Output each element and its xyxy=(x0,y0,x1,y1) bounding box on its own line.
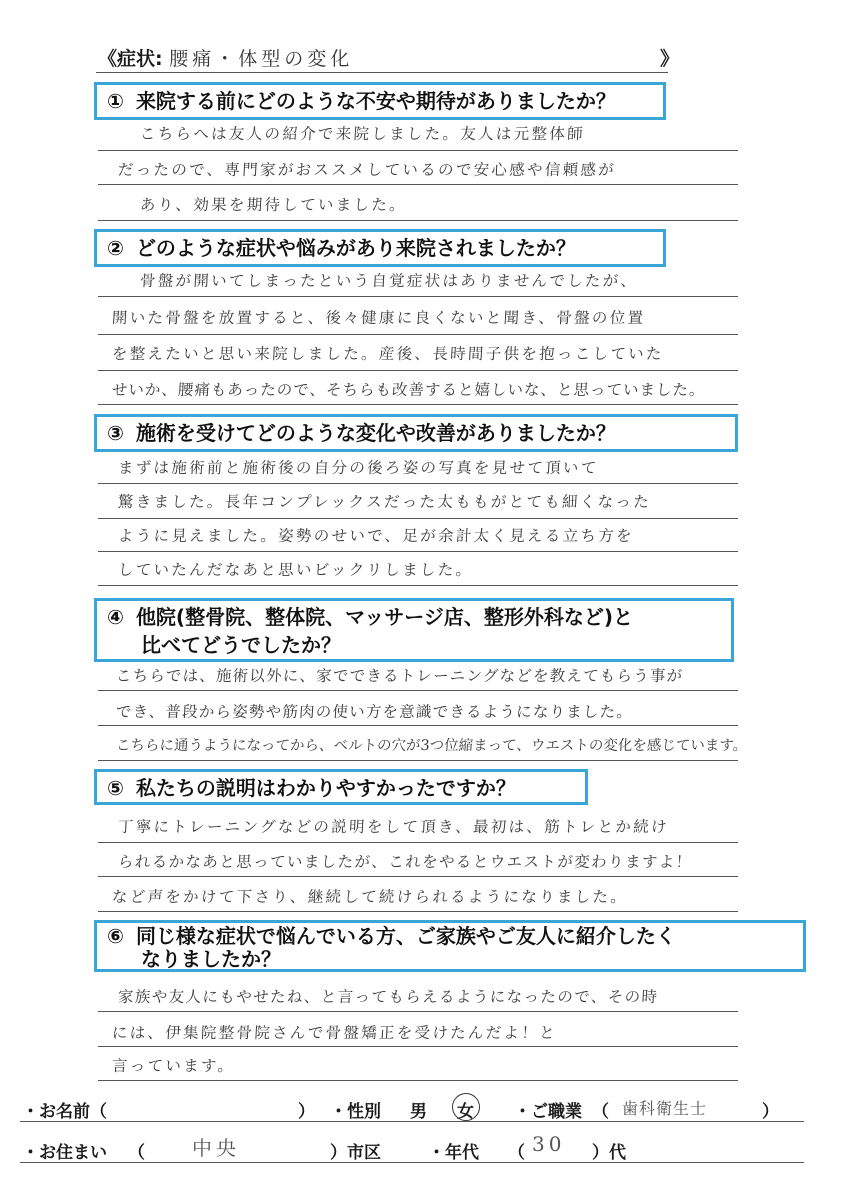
rule xyxy=(98,220,738,221)
question-4-box xyxy=(94,598,734,662)
answer-3-line-1: まずは施術前と施術後の自分の後ろ姿の写真を見せて頂いて xyxy=(117,459,600,477)
age-open: （ xyxy=(508,1143,525,1163)
rule xyxy=(98,725,738,726)
question-1-text: 来院する前にどのような不安や期待がありましたか？ xyxy=(135,89,616,113)
rule xyxy=(98,404,738,405)
footer-rule-1 xyxy=(20,1121,804,1122)
answer-6-line-1: 家族や友人にもやせたね、と言ってもらえるようになったので、その時 xyxy=(117,988,659,1006)
symptom-label: 《症状: xyxy=(98,48,163,70)
question-2-text: どのような症状や悩みがあり来院されましたか？ xyxy=(135,236,576,260)
question-2-number: ② xyxy=(107,236,124,260)
question-3-number: ③ xyxy=(107,421,124,445)
address-close: ）市区 xyxy=(330,1143,381,1163)
rule xyxy=(98,551,738,552)
gender-female: 女 xyxy=(457,1102,474,1122)
answer-3-line-4: していたんだなあと思いビックリしました。 xyxy=(117,561,474,579)
gender-male: 男 xyxy=(410,1102,427,1122)
question-5-number: ⑤ xyxy=(107,776,124,800)
rule xyxy=(98,370,738,371)
rule xyxy=(98,1011,738,1012)
rule xyxy=(98,483,738,484)
question-6-box xyxy=(94,920,806,972)
name-label: ・お名前（ xyxy=(22,1102,107,1122)
question-5-box xyxy=(94,769,588,805)
question-2-box xyxy=(94,229,666,267)
footer-rule-2 xyxy=(20,1162,804,1163)
answer-1-line-1: こちらへは友人の紹介で来院しました。友人は元整体師 xyxy=(139,125,586,143)
rule xyxy=(98,150,738,151)
rule xyxy=(98,690,738,691)
answer-3-line-3: ように見えました。姿勢のせいで、足が余計太く見える立ち方を xyxy=(117,527,635,545)
question-4-number: ④ xyxy=(107,605,124,629)
rule xyxy=(98,1080,738,1081)
rule xyxy=(98,334,738,335)
question-6-text-line-1: 同じ様な症状で悩んでいる方、ご家族やご友人に紹介したく xyxy=(135,924,676,948)
symptom-close: 》 xyxy=(660,48,680,70)
rule xyxy=(98,842,738,843)
answer-6-line-3: 言っています。 xyxy=(111,1057,236,1075)
answer-4-line-3: こちらに通うようになってから、ベルトの穴が3つ位縮まって、ウエストの変化を感じています。 xyxy=(115,738,748,754)
rule xyxy=(98,876,738,877)
job-open: （ xyxy=(592,1102,609,1122)
answer-4-line-1: こちらでは、施術以外に、家でできるトレーニングなどを教えてもらう事が xyxy=(115,667,684,685)
rule xyxy=(98,1046,738,1047)
rule xyxy=(98,296,738,297)
question-3-text: 施術を受けてどのような変化や改善がありましたか？ xyxy=(135,421,616,445)
symptom-value: 腰痛・体型の変化 xyxy=(169,48,354,70)
job-close: ） xyxy=(762,1102,779,1122)
answer-3-line-2: 驚きました。長年コンプレックスだった太ももがとても細くなった xyxy=(117,493,652,511)
answer-2-line-2: 開いた骨盤を放置すると、後々健康に良くないと聞き、骨盤の位置 xyxy=(111,309,646,327)
answer-2-line-1: 骨盤が開いてしまったという自覚症状はありませんでしたが、 xyxy=(139,272,639,290)
question-6-number: ⑥ xyxy=(107,924,124,948)
age-close: ）代 xyxy=(592,1143,626,1163)
symptom-header xyxy=(98,44,698,74)
answer-2-line-4: せいか、腰痛もあったので、そちらも改善すると嬉しいな、と思っていました。 xyxy=(111,381,706,399)
question-1-number: ① xyxy=(107,89,124,113)
question-3-box xyxy=(94,414,738,452)
job-label: ・ご職業 xyxy=(514,1102,582,1122)
rule xyxy=(98,585,738,586)
question-5-text: 私たちの説明はわかりやすかったですか？ xyxy=(135,776,516,800)
answer-6-line-2: には、伊集院整骨院さんで骨盤矯正を受けたんだよ！と xyxy=(111,1024,558,1042)
answer-4-line-2: でき、普段から姿勢や筋肉の使い方を意識できるようになりました。 xyxy=(115,703,634,721)
age-value: 30 xyxy=(532,1132,566,1156)
job-value: 歯科衛生士 xyxy=(622,1099,708,1118)
name-close: ） xyxy=(298,1102,315,1122)
answer-1-line-3: あり、効果を期待していました。 xyxy=(139,196,408,214)
question-4-text-line-2: 比べてどうでしたか？ xyxy=(141,633,341,657)
gender-label: ・性別 xyxy=(330,1102,381,1122)
question-6-text-line-2: なりましたか？ xyxy=(141,947,281,971)
question-1-box xyxy=(94,82,666,120)
rule xyxy=(98,911,738,912)
address-label: ・お住まい xyxy=(22,1143,107,1163)
question-4-text-line-1: 他院(整骨院、整体院、マッサージ店、整形外科など)と xyxy=(135,605,634,629)
rule xyxy=(98,184,738,185)
age-label: ・年代 xyxy=(428,1143,479,1163)
rule xyxy=(98,760,738,761)
header-underline xyxy=(96,72,668,73)
address-value: 中央 xyxy=(192,1136,240,1160)
answer-5-line-3: など声をかけて下さり、継続して続けられるようになりました。 xyxy=(111,888,629,906)
answer-5-line-2: られるかなあと思っていましたが、これをやるとウエストが変わりますよ！ xyxy=(117,853,694,871)
answer-2-line-3: を整えたいと思い来院しました。産後、長時間子供を抱っこしていた xyxy=(111,345,665,363)
answer-1-line-2: だったので、専門家がおススメしているので安心感や信頼感が xyxy=(117,161,617,179)
address-open: （ xyxy=(128,1143,145,1163)
rule xyxy=(98,518,738,519)
answer-5-line-1: 丁寧にトレーニングなどの説明をして頂き、最初は、筋トレとか続け xyxy=(117,818,670,836)
